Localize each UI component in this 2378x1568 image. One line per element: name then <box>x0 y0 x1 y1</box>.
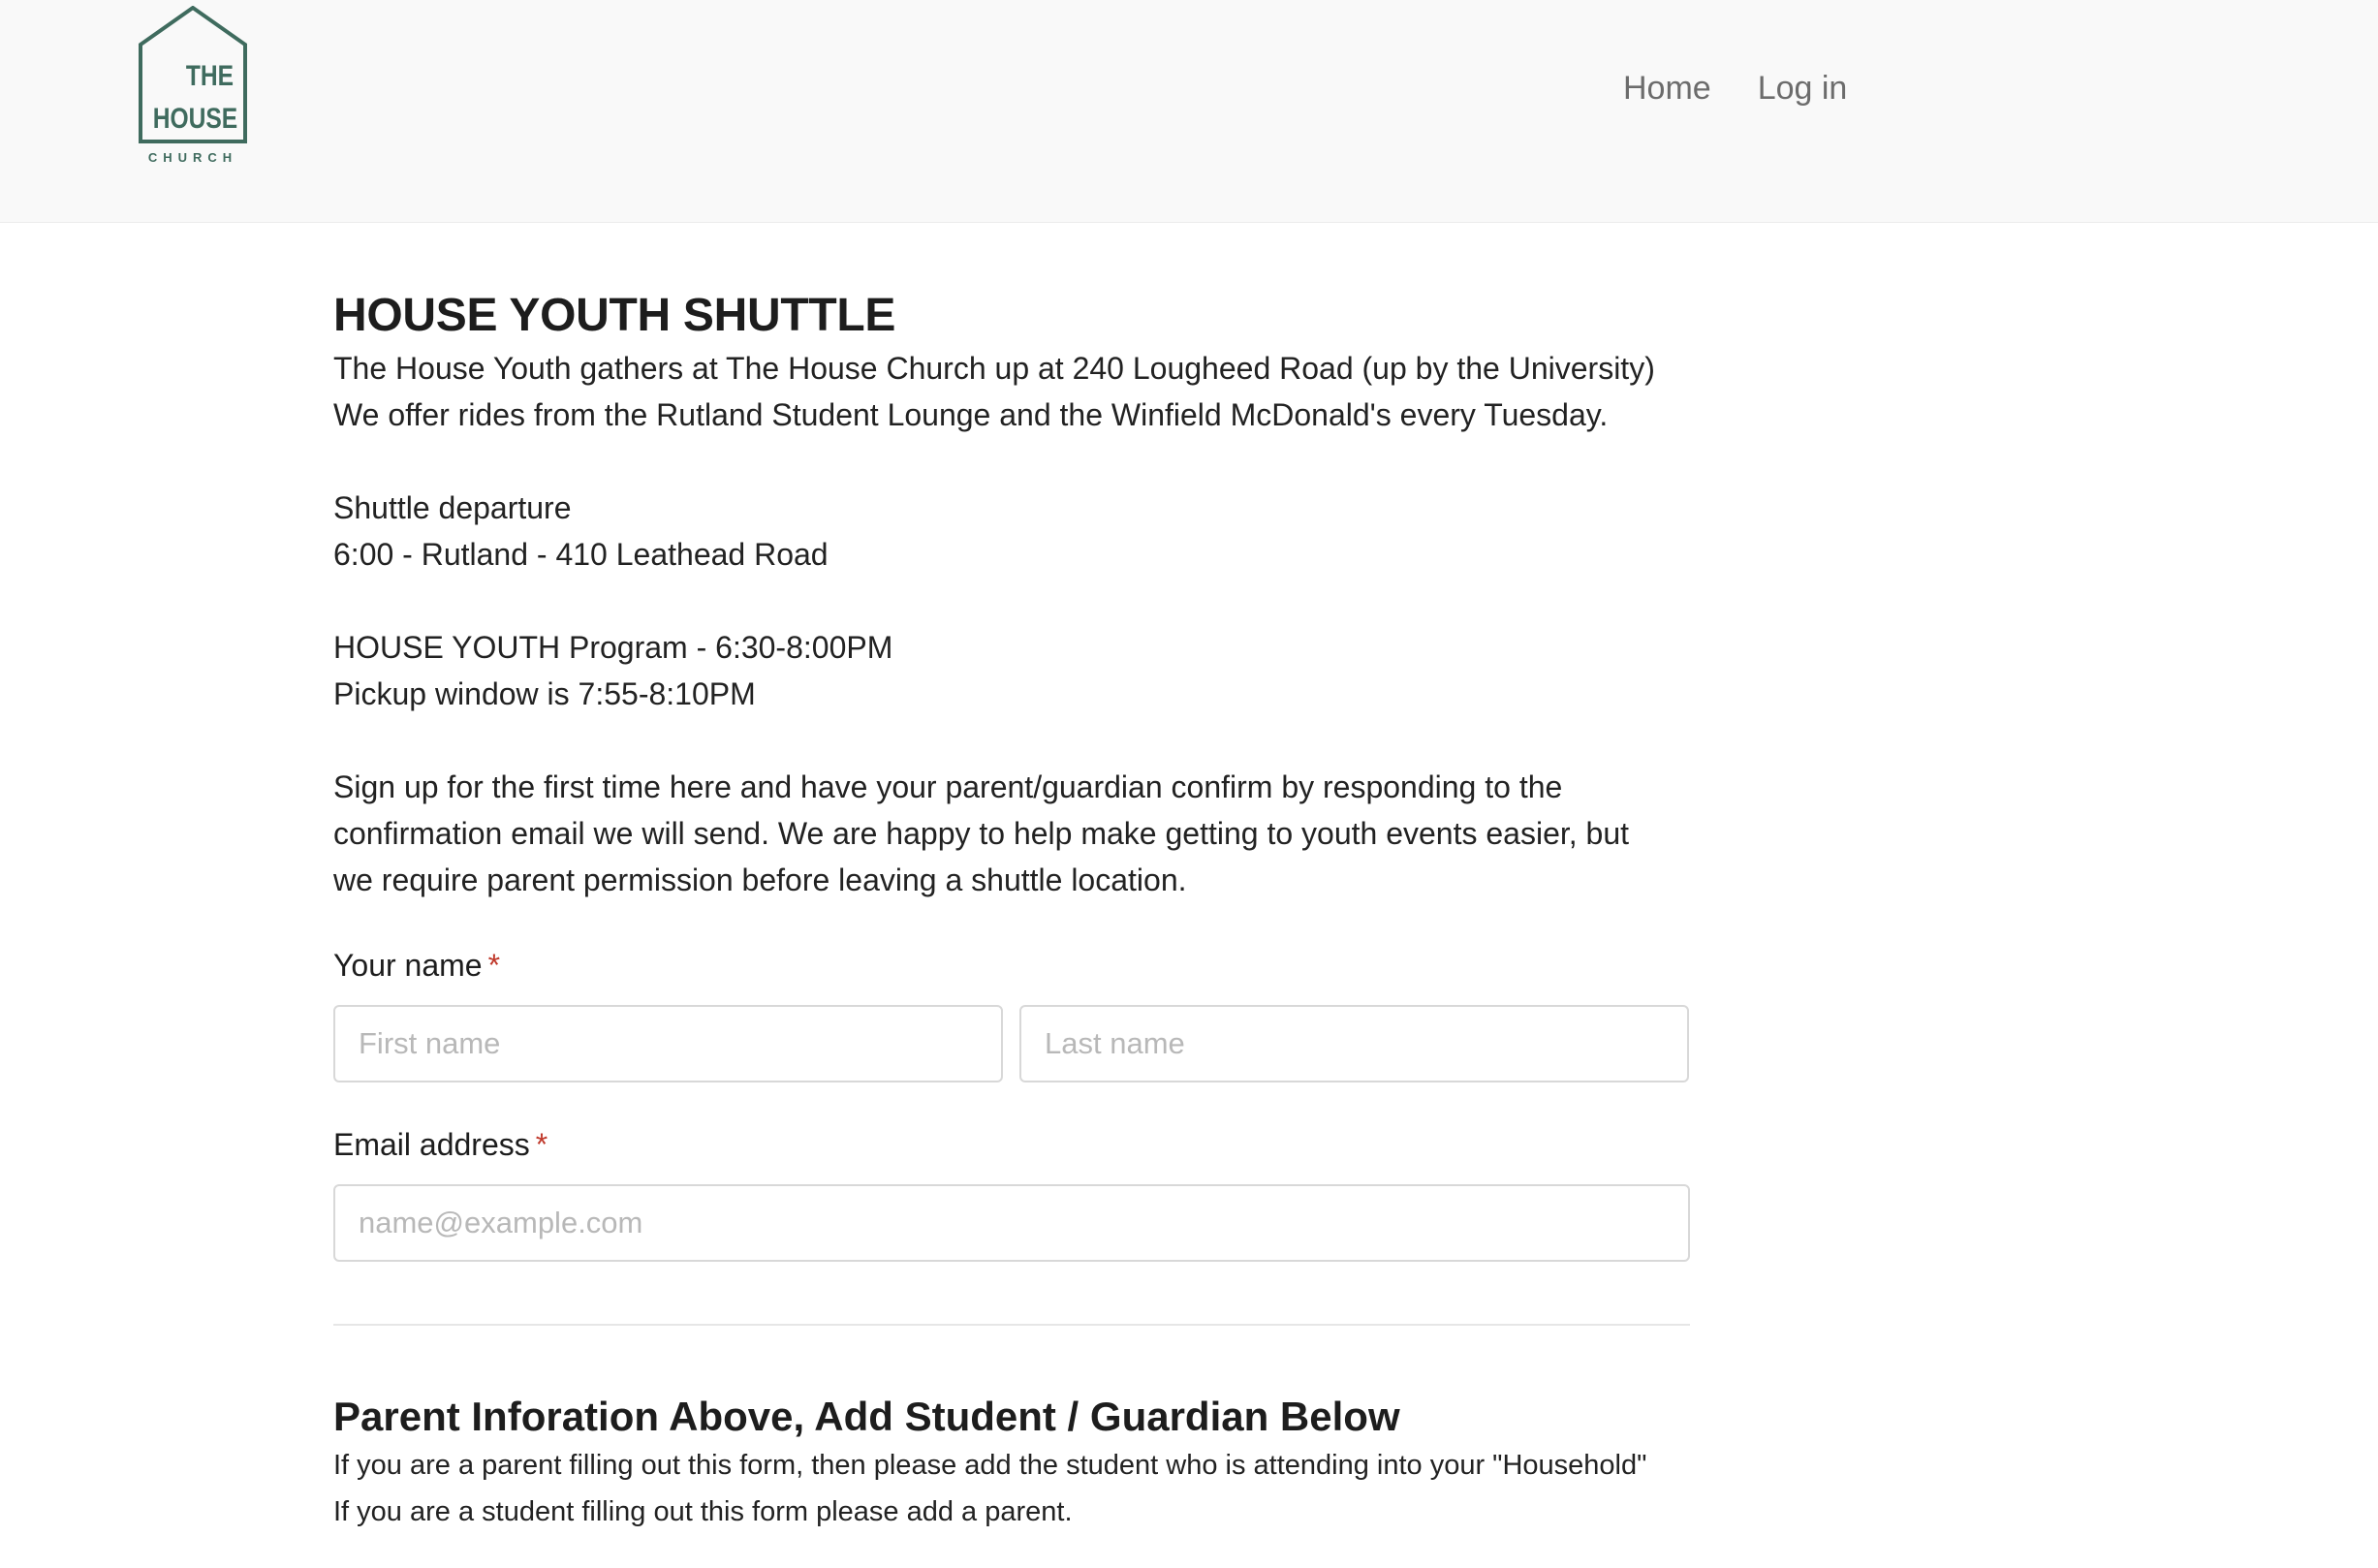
description-line: The House Youth gathers at The House Church up at 240 Lougheed Road (up by the University) <box>333 351 1655 386</box>
email-label <box>333 1123 1690 1166</box>
name-fields-row <box>333 1005 1690 1082</box>
signup-note-line: we require parent permission before leaving a shuttle location. <box>333 862 1187 897</box>
email-field-row <box>333 1184 1690 1262</box>
main-content <box>333 287 1690 1535</box>
first-name-input[interactable] <box>333 1005 1003 1082</box>
description <box>333 345 1690 903</box>
house-logo-icon <box>137 6 249 166</box>
signup-note-line: Sign up for the first time here and have your parent/guardian confirm by responding to the <box>333 769 1563 804</box>
email-label-text: Email address <box>333 1127 530 1162</box>
household-section-text <box>333 1442 1690 1535</box>
logo-text-house: HOUSE <box>152 101 238 135</box>
section-divider <box>333 1324 1690 1326</box>
household-section-title: Parent Inforation Above, Add Student / Guardian Below <box>333 1394 1400 1439</box>
signup-note-line: confirmation email we will send. We are happy to help make getting to youth events easier, but <box>333 816 1630 851</box>
logo-text-the: THE <box>185 58 235 92</box>
site-header <box>0 0 2378 223</box>
household-instruction-line: If you are a parent filling out this form, then please add the student who is attending into your "Household" <box>333 1450 1647 1481</box>
shuttle-departure-detail: 6:00 - Rutland - 410 Leathead Road <box>333 537 829 572</box>
shuttle-departure-heading: Shuttle departure <box>333 490 572 525</box>
program-time: HOUSE YOUTH Program - 6:30-8:00PM <box>333 630 893 665</box>
last-name-input[interactable] <box>1019 1005 1689 1082</box>
email-input[interactable] <box>333 1184 1690 1262</box>
page-title: HOUSE YOUTH SHUTTLE <box>333 290 896 341</box>
top-nav <box>1623 70 1847 108</box>
pickup-window: Pickup window is 7:55-8:10PM <box>333 676 756 711</box>
name-label <box>333 944 1690 987</box>
logo-text-church: CHURCH <box>147 150 238 165</box>
required-marker: * <box>535 1127 548 1162</box>
name-label-text: Your name <box>333 948 483 983</box>
church-logo[interactable] <box>137 6 249 166</box>
nav-login-link[interactable]: Log in <box>1757 70 1848 107</box>
nav-home-link[interactable]: Home <box>1623 70 1711 107</box>
required-marker: * <box>487 948 501 983</box>
description-line: We offer rides from the Rutland Student Lounge and the Winfield McDonald's every Tuesday. <box>333 397 1609 432</box>
household-instruction-line: If you are a student filling out this form please add a parent. <box>333 1496 1073 1527</box>
